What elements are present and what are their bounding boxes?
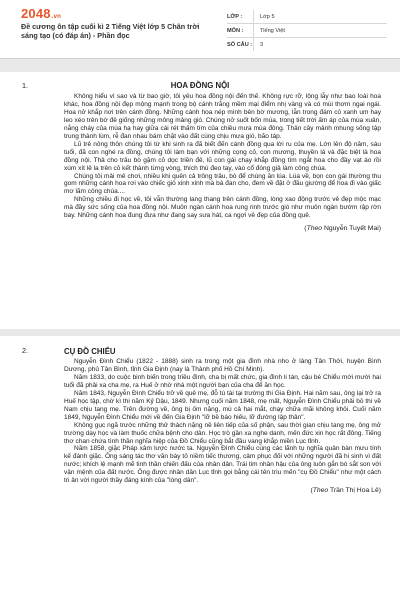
- section-divider: [0, 329, 400, 336]
- passage-body: [64, 358, 381, 495]
- meta-key: MÔN :: [227, 24, 254, 37]
- meta-key: SỐ CÂU :: [227, 38, 254, 51]
- meta-value: Tiếng Việt: [260, 27, 285, 34]
- meta-value: Lớp 5: [260, 13, 275, 20]
- paragraph: Nguyễn Đình Chiểu (1822 - 1888) sinh ra trong một gia đình nhà nho ở làng Tân Thới, huyện Bình Dương, phủ Tân Bình, tỉnh Gia Định (nay là Thành phố Hồ Chí Minh).: [64, 358, 381, 373]
- passage-title: CỤ ĐỒ CHIỂU: [64, 347, 116, 356]
- question-number: 2.: [22, 346, 28, 355]
- site-logo[interactable]: 2048.vn: [21, 6, 62, 21]
- passage-body: [64, 93, 381, 233]
- meta-row-question-count: [227, 38, 387, 51]
- paragraph: Năm 1858, giặc Pháp xâm lược nước ta. Nguyễn Đình Chiểu cùng các lãnh tụ nghĩa quân bàn mưu tính kế đánh giặc. Ông sáng tác thơ văn bày tỏ niềm tiếc thương, cảm phục đối với những người đã hi sinh vì đất nước; khích lệ mạnh mẽ tinh thần chiến đấu của nhân dân. Trái tim nhân hậu của ông luôn gắn bó sắt son với vận mệnh của đất nước. Ông được nhân dân Lục tỉnh gọi bằng cái tên trìu mến "cụ Đồ Chiểu" như một cách tri ân với người thầy đáng kính của "lòng dân".: [64, 445, 381, 485]
- content-card: [0, 72, 400, 600]
- passage-title: HOA ĐỒNG NỘI: [170, 81, 230, 90]
- meta-value: 3: [260, 41, 264, 48]
- passage-credit: (Theo Trần Thị Hoa Lê): [310, 487, 381, 495]
- paragraph: Những chiều đi học về, tôi vẫn thường lang thang trên cánh đồng, lòng xao động trước vẻ đẹp mộc mạc mà đầy sức sống của hoa đồng nội. Muôn ngàn cánh hoa rung rinh trước gió như muôn ngàn bướm rập rờn bay. Những cánh hoa đung đưa như đang say sưa hát, ca ngợi vẻ đẹp của đồng quê.: [64, 196, 381, 220]
- exam-title: Đề cương ôn tập cuối kì 2 Tiếng Việt lớp 5 Chân trời sáng tạo (có đáp án) - Phần đọc: [21, 22, 200, 40]
- paragraph: Năm 1833, do cuộc binh biến trong triều đình, cha bị mất chức, gia đình li tán, cậu bé Chiểu mới mười hai tuổi đã phải xa cha mẹ, ra Huế ở nhờ nhà một người bạn của cha để ăn học.: [64, 373, 381, 389]
- meta-row-class: [227, 10, 387, 24]
- paragraph: Không hiểu vì sao và từ bao giờ, tôi yêu hoa đồng nội đến thế. Không rực rỡ, lộng lẫy như bao loài hoa khác, hoa đồng nội đẹp mộng mạnh trong bộ cánh trắng mềm mại điểm nhị vàng và có mùi thơm ngai ngái. Hoa nở khắp nơi trên cánh đồng. Những cánh hoa nép mình bên bờ mương, lẫn trong đám cỏ xanh um hay leo xéo trên bờ đê giống những mông mảng gió. Chúng nở suốt bốn mùa, trong tiết trời ấm áp của mùa xuân, nắng cháy của mùa hạ hay giữa cái rét thấm tím của chiều mưa mùa đông. Thân cây mảnh mhung sống tập trung thành lùm, rễ đan nhau bám chặt vào đất cùng chịu mưa gió, bão táp.: [64, 93, 381, 140]
- paragraph: Năm 1843, Nguyễn Đình Chiểu trở về quê mẹ, đỗ tú tài tại trường thi Gia Định. Hai năm sau, ông lại trở ra Huế học tập, chờ kì thi năm Kỷ Dậu, 1849. Nhưng cuối năm 1848, mẹ mất, Nguyễn Đình Chiểu phải bỏ thi về Nam chịu tang mẹ. Trên đường về, ông bị ốm nặng, mù cả hai mắt, chạy chữa mãi không khỏi. Cuối năm 1849, Nguyễn Đình Chiểu mới về đến Gia Định "lỡ bề báo hiếu, lỡ đường lập thân".: [64, 389, 381, 421]
- meta-row-subject: [227, 24, 387, 38]
- passage-credit: (Theo Nguyễn Tuyết Mai): [304, 225, 381, 233]
- paragraph: Không gục ngã trước những thử thách nặng nề liên tiếp của số phận, sau thời gian chịu tang mẹ, ông mở trường dạy học và làm thuốc chữa bệnh cho dân. Học trò gần xa nghe danh, mến đức xin học rất đông. Tiếng thơ chan chứa tình thần nghĩa hiệp của Đồ Chiểu cũng bắt đầu vang khắp miền Lục tỉnh.: [64, 421, 381, 445]
- question-number: 1.: [22, 81, 28, 90]
- paragraph: Chúng tôi mải mê chơi, nhiều khi quên cả trông trâu, bò để chúng ăn lúa. Lúa về, bọn con gái thường thu gom những cánh hoa rơi vào chiếc giỏ xinh xinh mà bà đan cho, đem về đặt ở đầu giường để hoa đi vào giấc mơ lãm công chúa....: [64, 172, 381, 196]
- header-card: [0, 0, 400, 59]
- paragraph: Lũ trẻ nông thôn chúng tôi từ khi sinh ra đã biết đến cánh đồng qua lời ru của mẹ. Lớn lên độ năm, sáu tuổi, đã con nghé ra đồng, chúng tôi làm bạn với những cọng cỏ, con mương, thuyền lá và đặc biệt là hoa đồng nội. Thả cho trâu bò gặm cỏ dọc triền đê, lũ con gái chạy khắp đồng tìm ngắt hoa cho đầy vạt áo rồi xúm xít lê la trên cỏ kết thành từng vòng, thích thú đeo tay, vào cổ đóng giả làm công chúa.: [64, 140, 381, 172]
- meta-table: [227, 10, 387, 51]
- meta-key: LỚP :: [227, 10, 254, 23]
